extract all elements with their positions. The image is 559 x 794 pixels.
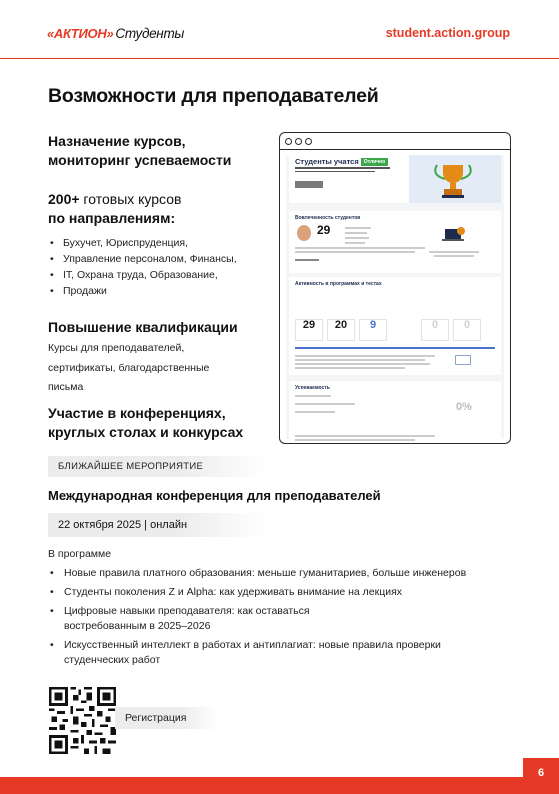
dashboard-content <box>286 155 504 439</box>
section-assign-title-2: мониторинг успеваемости <box>48 152 232 168</box>
text-line <box>295 247 425 249</box>
trophy-icon <box>431 159 475 201</box>
qr-code-icon[interactable] <box>49 687 116 754</box>
list-item: • Студенты поколения Z и Alpha: как удерживать внимание на лекциях <box>48 585 518 600</box>
section-qualification-text-2: сертификаты, благодарственные <box>48 361 210 374</box>
window-dot-icon <box>285 138 292 145</box>
window-dot-icon <box>305 138 312 145</box>
text-line <box>295 435 435 437</box>
section-courses-title <box>48 190 273 209</box>
section-courses-title-2: по направлениям: <box>48 210 176 226</box>
text-line <box>345 232 367 234</box>
text-line <box>295 363 430 365</box>
progress-percent: 0% <box>456 401 472 413</box>
section-assign <box>48 132 273 170</box>
list-item: • Новые правила платного образования: меньше гуманитариев, больше инженеров <box>48 566 518 581</box>
hero-button[interactable] <box>295 181 323 188</box>
hero-title <box>295 157 388 166</box>
text-line <box>434 255 474 257</box>
text-line <box>295 403 355 405</box>
stat-value: 9 <box>369 319 377 331</box>
courses-title-rest: готовых курсов <box>79 191 182 207</box>
dashboard-preview <box>279 132 511 444</box>
text-line <box>295 359 425 361</box>
program-label: В программе <box>48 548 112 560</box>
window-titlebar <box>280 133 510 150</box>
stat-value: 0 <box>431 319 439 331</box>
progress-title: Успеваемость <box>295 385 330 391</box>
section-qualification <box>48 318 273 396</box>
list-item <box>48 267 273 283</box>
avatar <box>297 225 311 241</box>
dashboard-hero <box>289 155 501 203</box>
courses-count: 200+ <box>48 191 80 207</box>
text-line <box>295 395 331 397</box>
program-list <box>48 566 518 672</box>
text-line <box>345 242 365 244</box>
section-conferences-title-1: Участие в конференциях, <box>48 405 226 421</box>
engagement-button[interactable] <box>295 259 319 261</box>
page-number: 6 <box>523 758 559 794</box>
list-item <box>48 283 273 299</box>
event-title: Международная конференция для преподавателей <box>48 488 381 503</box>
engagement-card <box>289 211 501 273</box>
engagement-value: 29 <box>317 223 331 237</box>
text-line <box>295 251 415 253</box>
list-item: • Искусственный интеллект в работах и антиплагиат: новые правила проверки студенческих работ <box>48 638 518 668</box>
section-conferences <box>48 404 273 442</box>
section-qualification-text-1: Курсы для преподавателей, <box>48 342 185 354</box>
courses-list <box>48 235 273 299</box>
window-dot-icon <box>295 138 302 145</box>
register-button[interactable]: Регистрация <box>115 707 220 729</box>
status-badge: Отлично <box>361 158 389 166</box>
text-line <box>295 439 415 441</box>
hero-subtitle-lines <box>295 167 395 174</box>
page-title: Возможности для преподавателей <box>48 85 379 107</box>
list-item-text: Управление персоналом, Финансы, <box>63 253 237 265</box>
stat-value: 0 <box>463 319 471 331</box>
site-url-link[interactable]: student.action.group <box>385 26 510 40</box>
event-date: 22 октября 2025 | онлайн <box>48 513 266 537</box>
list-item: • Бухучет, Юриспруденция, <box>48 235 273 251</box>
section-conferences-title-2: круглых столах и конкурсах <box>48 424 244 440</box>
hero-title-text: Студенты учатся <box>295 157 359 166</box>
page-header <box>0 0 559 60</box>
activity-title: Активность в программах и тестах <box>295 281 382 287</box>
header-divider <box>0 58 559 59</box>
laptop-illustration-icon <box>439 223 469 247</box>
logo-text: Студенты <box>115 25 185 41</box>
list-item: • Цифровые навыки преподавателя: как оставаться востребованным в 2025–2026 <box>48 604 518 634</box>
progress-card <box>289 381 501 444</box>
text-line <box>345 227 371 229</box>
section-assign-title-1: Назначение курсов, <box>48 133 186 149</box>
section-qualification-text-3: письма <box>48 381 84 393</box>
engagement-title: Вовлеченность студентов <box>295 215 361 221</box>
activity-card <box>289 277 501 375</box>
list-item-text: IT, Охрана труда, Образование, <box>63 269 218 281</box>
text-line <box>345 237 369 239</box>
section-courses <box>48 190 273 299</box>
text-line <box>295 355 435 357</box>
footer-bar <box>0 777 559 794</box>
section-qualification-title: Повышение квалификации <box>48 319 238 335</box>
stat-value: 29 <box>302 319 316 331</box>
text-line <box>295 411 335 413</box>
list-item-text: Продажи <box>63 285 107 297</box>
monitor-icon <box>455 355 471 365</box>
event-label: БЛИЖАЙШЕЕ МЕРОПРИЯТИЕ <box>48 456 266 477</box>
text-line <box>295 367 405 369</box>
logo-mark: «АКТИОН» <box>47 25 114 41</box>
stat-value: 20 <box>334 319 348 331</box>
list-item <box>48 251 273 267</box>
text-line <box>429 251 479 253</box>
brand-logo[interactable] <box>47 22 184 44</box>
progress-bar <box>295 347 495 349</box>
